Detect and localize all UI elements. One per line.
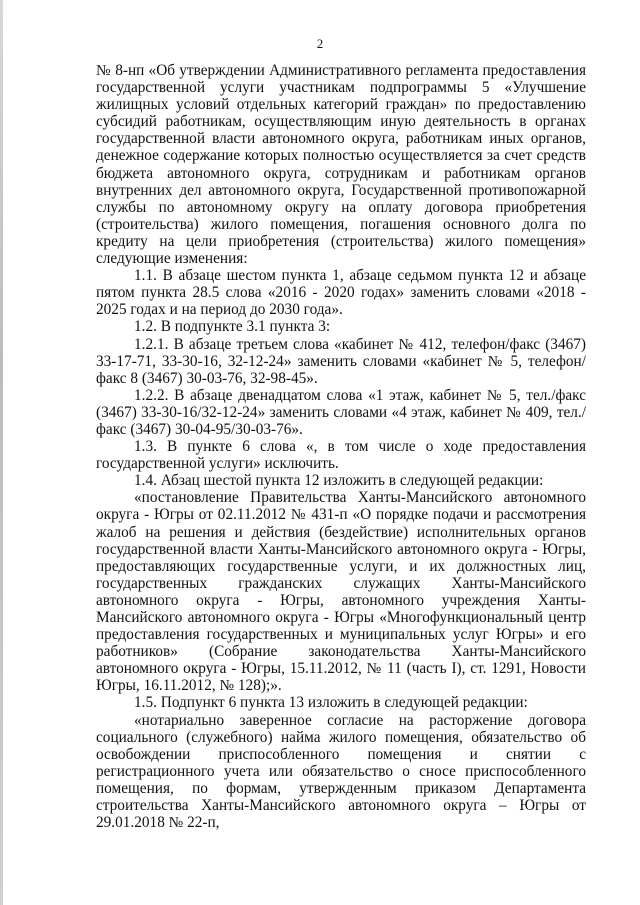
- paragraph: 1.5. Подпункт 6 пункта 13 изложить в следующей редакции:: [134, 694, 528, 712]
- document-body: [96, 62, 586, 831]
- paragraph: «постановление Правительства Ханты-Мансийского автономного округа - Югры от 02.11.2012 № 431-п «О порядке подачи и рассмотрения жалоб на решения и действия (бездействие) исполнительных органов государственной власти Ханты-Мансийского автономного округа - Югры, предоставляющих государственные услуги, и их должностных лиц, государственных гражданских служащих Ханты-Мансийского автономного округа - Югры, автономного учреждения Ханты-Мансийского автономного округа - Югры «Многофункциональный центр предоставления государственных и муниципальных услуг Югры» и его работников» (Собрание законодательства Ханты-Мансийского автономного округа - Югры, 15.11.2012, № 11 (часть I), ст. 1291, Новости Югры, 16.11.2012, № 128);».: [96, 489, 586, 695]
- paragraph: 1.3. В пункте 6 слова «, в том числе о ходе предоставления государственной услуги» исключить.: [96, 438, 586, 473]
- paragraph: 1.2.1. В абзаце третьем слова «кабинет № 412, телефон/факс (3467) 33-17-71, 33-30-16, 32-12-24» заменить словами «кабинет № 5, телефон/факс 8 (3467) 30-03-76, 32-98-45».: [96, 335, 586, 387]
- paragraph: 1.2. В подпункте 3.1 пункта 3:: [134, 318, 331, 336]
- paragraph: 1.2.2. В абзаце двенадцатом слова «1 этаж, кабинет № 5, тел./факс (3467) 33-30-16/32-12-24» заменить словами «4 этаж, кабинет № 409, тел./факс (3467) 30-04-95/30-03-76».: [96, 386, 586, 438]
- scan-edge: [0, 0, 3, 905]
- paragraph: 1.1. В абзаце шестом пункта 1, абзаце седьмом пункта 12 и абзаце пятом пункта 28.5 слова «2016 - 2020 годах» заменить словами «2018 - 2025 годах и на период до 2030 года».: [96, 267, 586, 319]
- paragraph: № 8-нп «Об утверждении Административного регламента предоставления государственной услуги участникам подпрограммы 5 «Улучшение жилищных условий отдельных категорий граждан» по предоставлению субсидий работникам, осуществляющим иную деятельность в органах государственной власти автономного округа, работникам иных органов, денежное содержание которых полностью осуществляется за счет средств бюджета автономного округа, сотрудникам и работникам органов внутренних дел автономного округа, Государственной противопожарной службы по автономному округу на оплату договора приобретения (строительства) жилого помещения, погашения основного долга по кредиту на цели приобретения (строительства) жилого помещения» следующие изменения:: [96, 62, 586, 268]
- paragraph: «нотариально заверенное согласие на расторжение договора социального (служебного) найма жилого помещения, обязательство об освобождении приспособленного помещения и снятии с регистрационного учета или обязательство о сносе приспособленного помещения, по формам, утвержденным приказом Департамента строительства Ханты-Мансийского автономного округа – Югры от 29.01.2018 № 22-п,: [96, 711, 586, 832]
- paragraph: 1.4. Абзац шестой пункта 12 изложить в следующей редакции:: [134, 472, 544, 490]
- page-number: 2: [316, 36, 324, 51]
